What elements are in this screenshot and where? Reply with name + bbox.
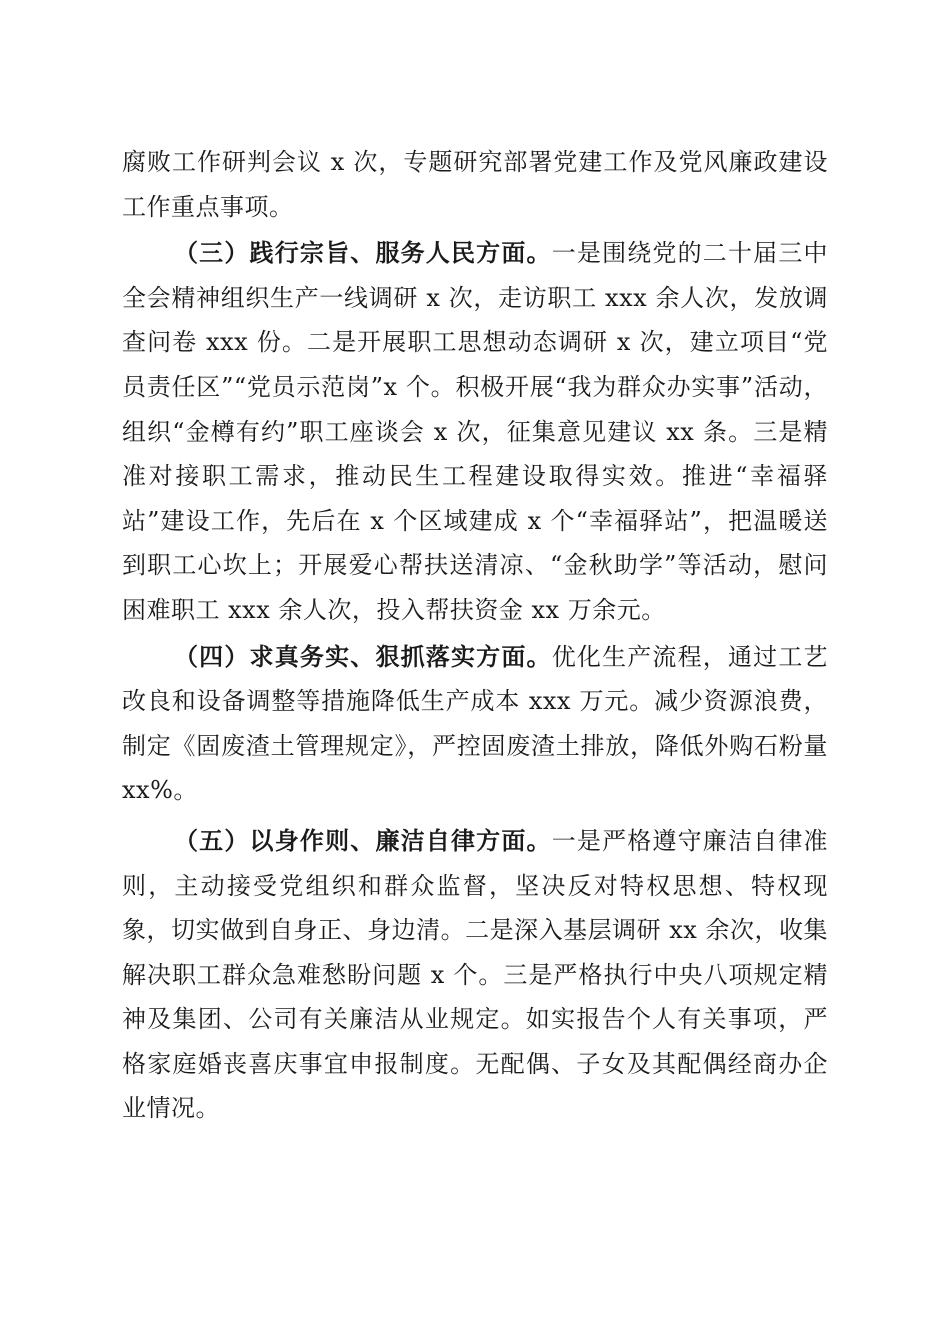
paragraph-text: 优化生产流程，通过工艺改良和设备调整等措施降低生产成本 xxx 万元。减少资源浪费，制定《固废渣土管理规定》，严控固废渣土排放，降低外购石粉量 xx%。: [122, 642, 829, 805]
paragraph-text: 一是围绕党的二十届三中全会精神组织生产一线调研 x 次，走访职工 xxx 余人次，发放调查问卷 xxx 份。二是开展职工思想动态调研 x 次，建立项目“党员责任区”“党员示范岗”x 个。积极开展“我为群众办实事”活动，组织“金樽有约”职工座谈会 x 次，征集意见建议 xx 条。三是精准对接职工需求，推动民生工程建设取得实效。推进“幸福驿站”建设工作，先后在 x 个区域建成 x 个“幸福驿站”，把温暖送到职工心坎上；开展爱心帮扶送清凉、“金秋助学”等活动，慰问困难职工 xxx 余人次，投入帮扶资金 xx 万余元。: [122, 239, 829, 624]
paragraph-section-3: [122, 231, 828, 632]
section-heading: （四）求真务实、狠抓落实方面。: [174, 641, 552, 671]
paragraph-section-5: [122, 819, 828, 1131]
document-body: [122, 140, 828, 1131]
paragraph-text: 一是严格遵守廉洁自律准则，主动接受党组织和群众监督，坚决反对特权思想、特权现象，切实做到自身正、身边清。二是深入基层调研 xx 余次，收集解决职工群众急难愁盼问题 x 个。三是严格执行中央八项规定精神及集团、公司有关廉洁从业规定。如实报告个人有关事项，严格家庭婚丧喜庆事宜申报制度。无配偶、子女及其配偶经商办企业情况。: [122, 826, 829, 1123]
paragraph-continuation: [122, 140, 828, 229]
section-heading: （五）以身作则、廉洁自律方面。: [174, 825, 552, 855]
paragraph-section-4: [122, 635, 828, 813]
paragraph-text: 腐败工作研判会议 x 次，专题研究部署党建工作及党风廉政建设工作重点事项。: [122, 148, 828, 221]
section-heading: （三）践行宗旨、服务人民方面。: [174, 238, 552, 268]
